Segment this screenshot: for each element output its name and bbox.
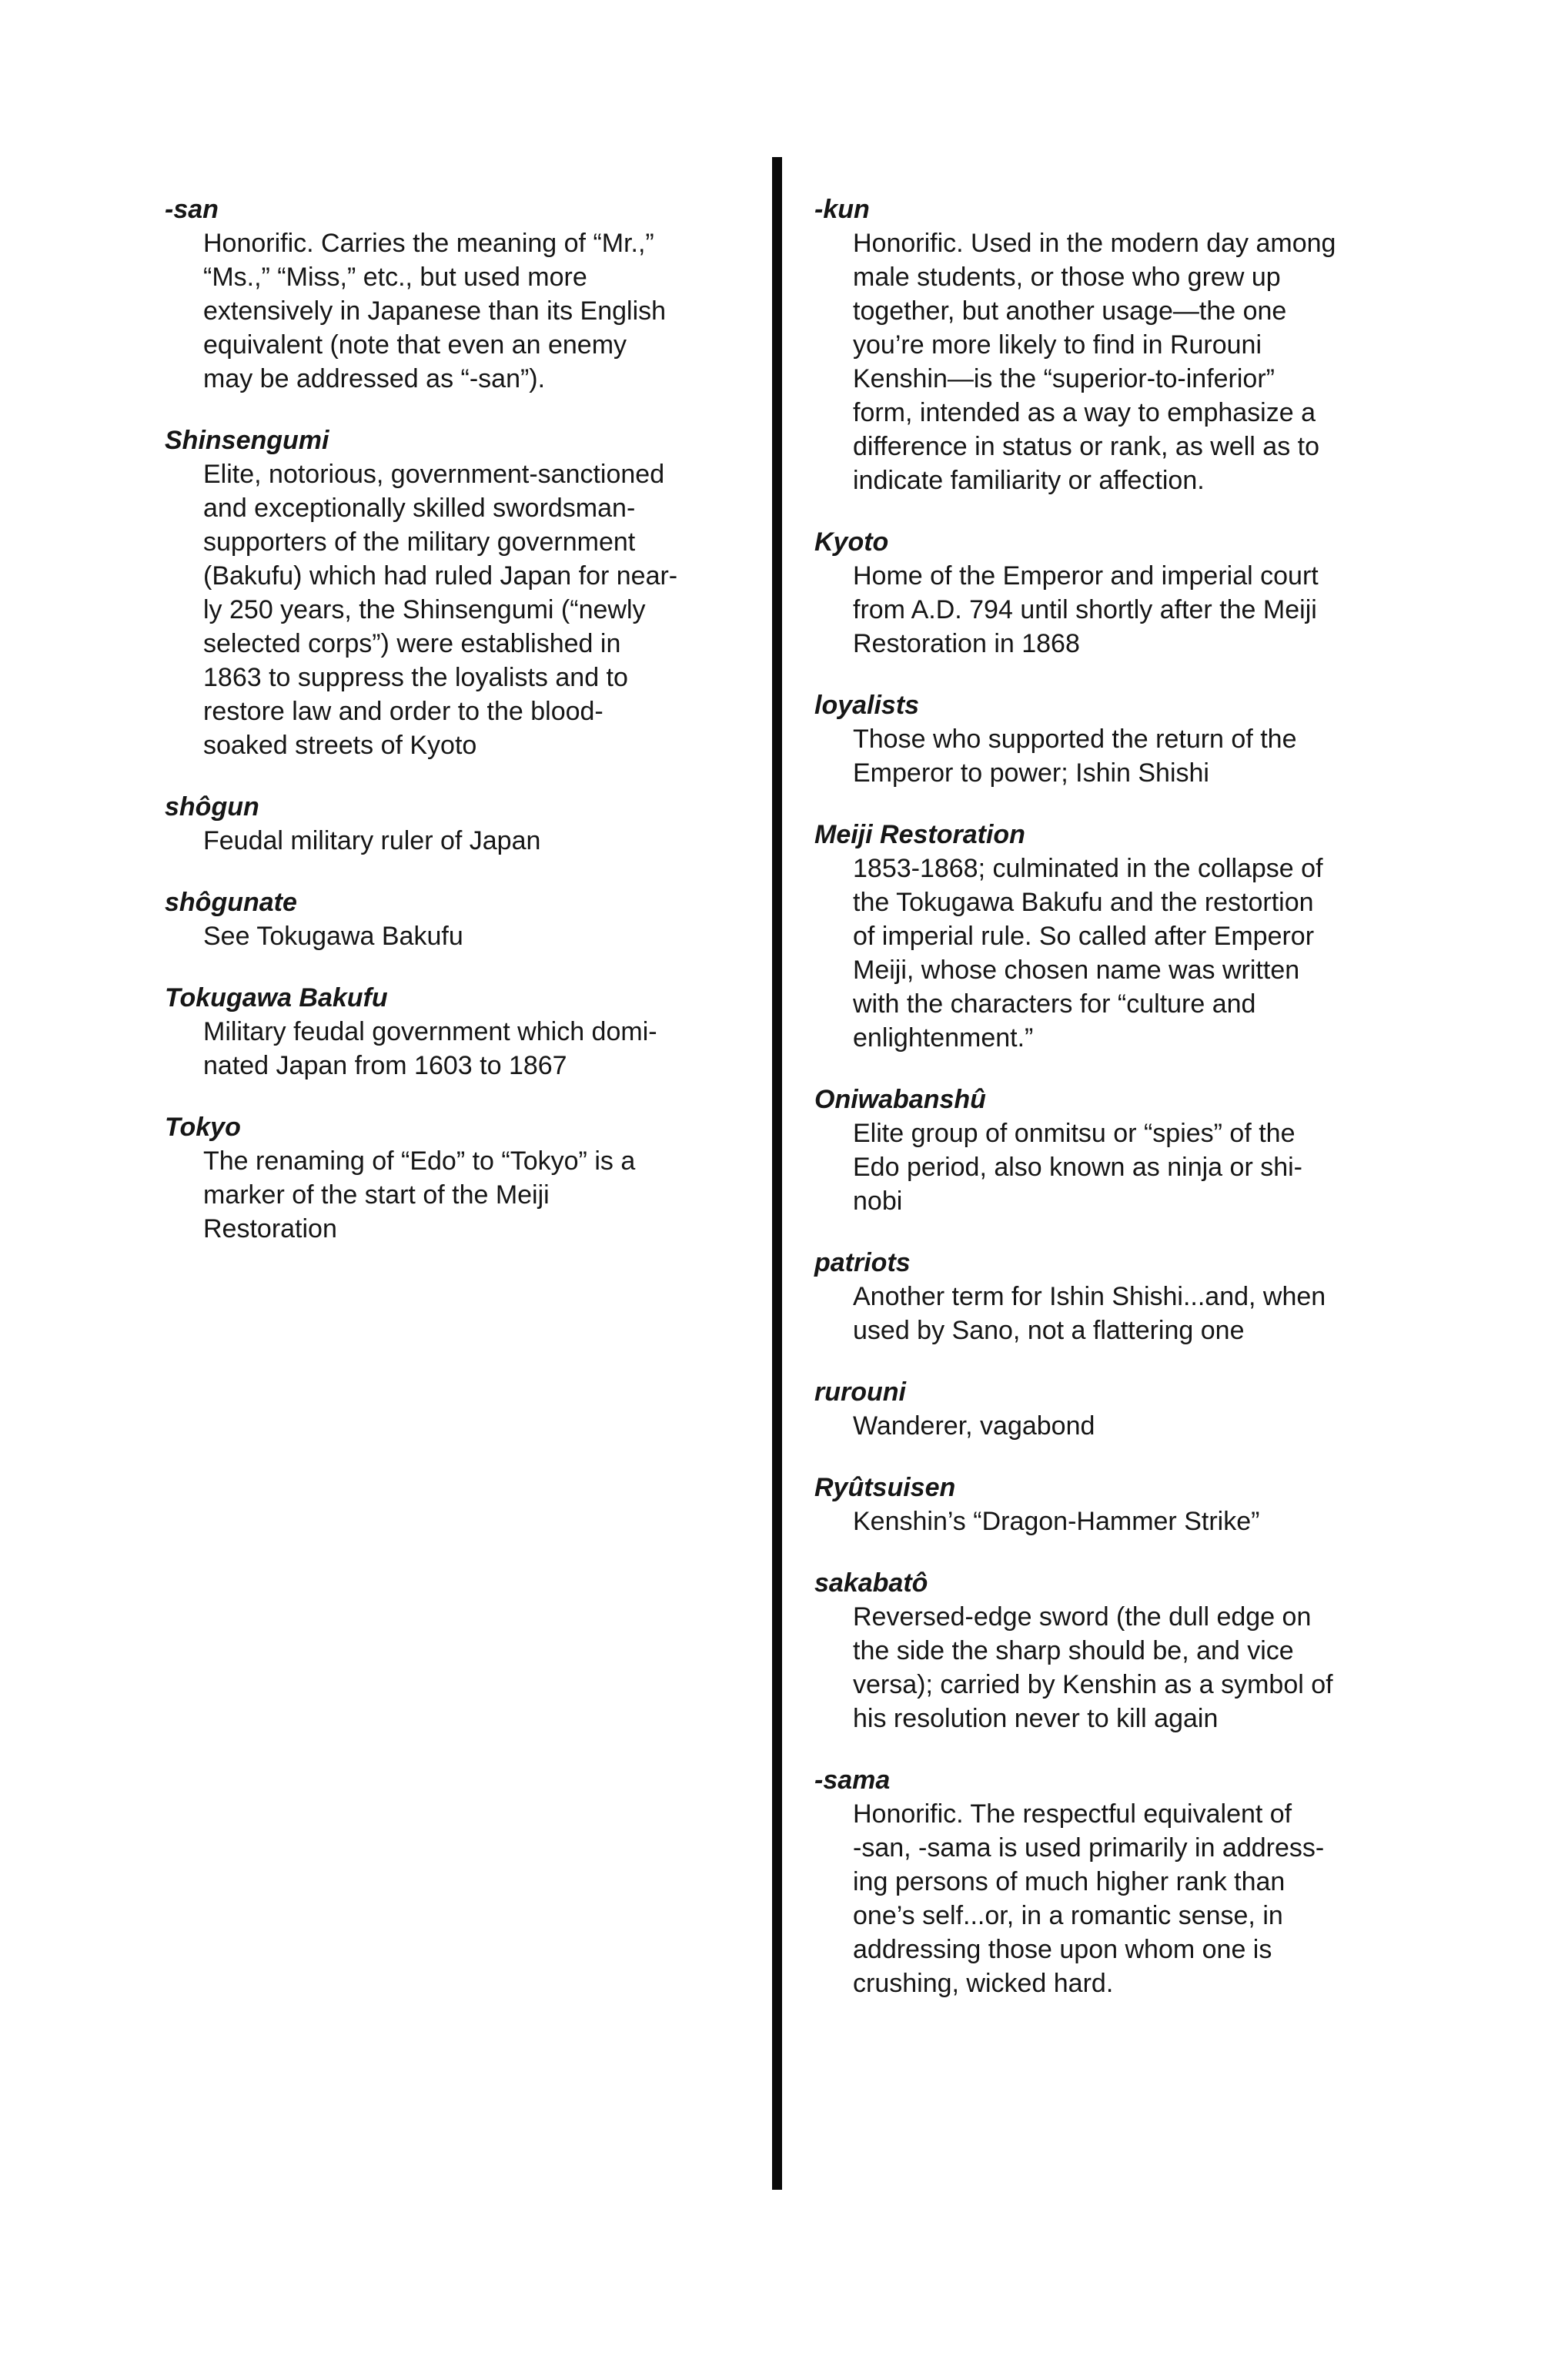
glossary-definition: 1853-1868; culminated in the collapse of the Tokugawa Bakufu and the restortion of imperial rule. So called after Emperor Meiji, whose chosen name was written with the characters for “culture and enlightenment.” [853, 854, 1323, 1053]
glossary-definition: Home of the Emperor and imperial court from A.D. 794 until shortly after the Meiji Restoration in 1868 [853, 561, 1319, 658]
glossary-entry [814, 1246, 1430, 1347]
glossary-term: Shinsengumi [165, 426, 329, 455]
glossary-term: -san [165, 195, 219, 224]
glossary-definition: Those who supported the return of the Emperor to power; Ishin Shishi [853, 725, 1297, 788]
glossary-entry [165, 1110, 765, 1246]
glossary-definition: Military feudal government which domi- nated Japan from 1603 to 1867 [203, 1017, 657, 1080]
column-divider [772, 157, 782, 2190]
glossary-term: shôgunate [165, 888, 297, 917]
glossary-entry [814, 1083, 1430, 1218]
glossary-term: -sama [814, 1766, 891, 1795]
glossary-definition: Wanderer, vagabond [853, 1411, 1095, 1441]
glossary-definition: The renaming of “Edo” to “Tokyo” is a marker of the start of the Meiji Restoration [203, 1146, 636, 1243]
glossary-entry [165, 885, 765, 953]
glossary-term: Tokugawa Bakufu [165, 983, 388, 1012]
glossary-left-column [165, 192, 765, 1274]
glossary-entry [814, 525, 1430, 661]
glossary-entry [165, 981, 765, 1083]
glossary-term: -kun [814, 195, 870, 224]
glossary-term: shôgun [165, 792, 259, 822]
glossary-entry [814, 688, 1430, 790]
glossary-definition: Honorific. Used in the modern day among male students, or those who grew up together, but another usage—the one you’re more likely to find in Rurouni Kenshin—is the “superior-to-inferior” form, intended as a way to emphasize a difference in status or rank, as well as to indicate familiarity or affection. [853, 229, 1336, 495]
glossary-term: patriots [814, 1248, 911, 1277]
glossary-entry [814, 1763, 1430, 2000]
glossary-term: sakabatô [814, 1568, 928, 1598]
glossary-term: rurouni [814, 1377, 906, 1407]
glossary-term: Kyoto [814, 527, 889, 557]
glossary-definition: Kenshin’s “Dragon-Hammer Strike” [853, 1507, 1260, 1536]
glossary-entry [814, 1566, 1430, 1735]
glossary-definition: See Tokugawa Bakufu [203, 922, 463, 951]
glossary-term: loyalists [814, 691, 920, 720]
glossary-entry [814, 1375, 1430, 1443]
glossary-entry [814, 818, 1430, 1055]
glossary-entry [165, 790, 765, 858]
glossary-entry [165, 423, 765, 762]
glossary-term: Oniwabanshû [814, 1085, 986, 1114]
glossary-definition: Reversed-edge sword (the dull edge on the side the sharp should be, and vice versa); carried by Kenshin as a symbol of his resolution never to kill again [853, 1602, 1333, 1733]
glossary-term: Tokyo [165, 1113, 241, 1142]
glossary-definition: Feudal military ruler of Japan [203, 826, 541, 855]
glossary-entry [814, 192, 1430, 497]
glossary-definition: Elite, notorious, government-sanctioned and exceptionally skilled swordsman- supporters of the military government (Bakufu) which had ruled Japan for near- ly 250 years, the Shinsengumi (“newly selected corps”) were established in 1863 to suppress the loyalists and to restore law and order to the blood- soaked streets of Kyoto [203, 460, 678, 760]
glossary-term: Ryûtsuisen [814, 1473, 956, 1502]
glossary-entry [814, 1471, 1430, 1538]
glossary-definition: Elite group of onmitsu or “spies” of the Edo period, also known as ninja or shi- nobi [853, 1119, 1302, 1216]
glossary-definition: Honorific. Carries the meaning of “Mr.,” “Ms.,” “Miss,” etc., but used more extensively in Japanese than its English equivalent (note that even an enemy may be addressed as “-san”). [203, 229, 667, 393]
glossary-definition: Honorific. The respectful equivalent of -san, -sama is used primarily in address- ing persons of much higher rank than one’s self...or, in a romantic sense, in addressing those upon whom one is crushing, wicked hard. [853, 1799, 1325, 1998]
glossary-right-column [814, 192, 1430, 2028]
glossary-entry [165, 192, 765, 396]
glossary-definition: Another term for Ishin Shishi...and, when used by Sano, not a flattering one [853, 1282, 1326, 1345]
glossary-term: Meiji Restoration [814, 820, 1025, 849]
